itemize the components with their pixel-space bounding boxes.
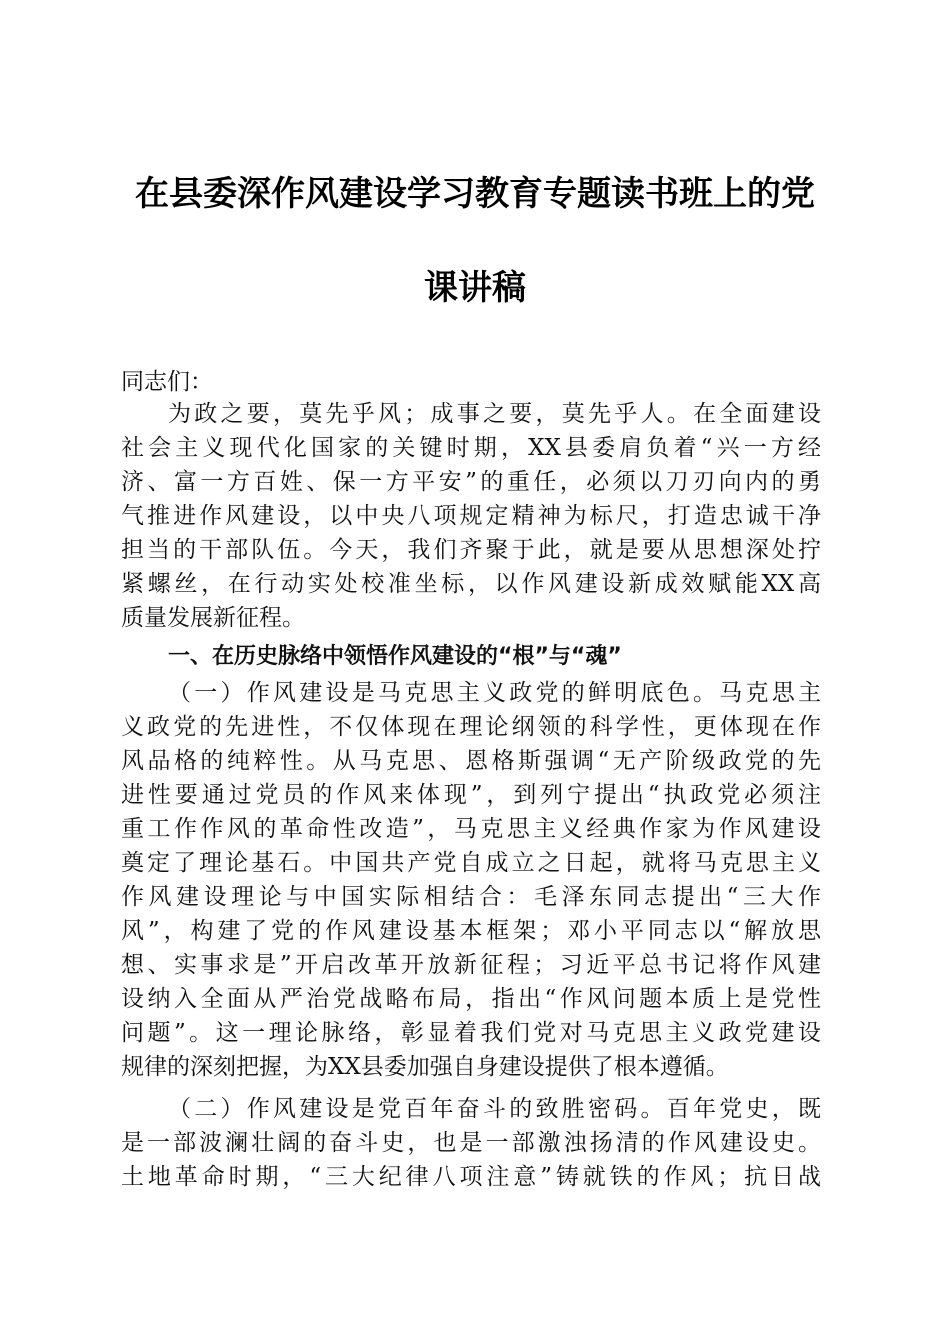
- subsection-1-line: 设纳入全面从严治党战略布局，指出“作风问题本质上是党性: [121, 986, 821, 1012]
- subsection-1-line: （一）作风建设是马克思主义政党的鲜明底色。马克思主: [168, 680, 821, 706]
- intro-paragraph-line: 社会主义现代化国家的关键时期，XX县委肩负着“兴一方经: [121, 435, 821, 461]
- intro-paragraph-line: 质量发展新征程。: [121, 605, 305, 631]
- subsection-1-line: 进性要通过党员的作风来体现”，到列宁提出“执政党必须注: [121, 782, 821, 808]
- intro-paragraph-line: 为政之要，莫先乎风；成事之要，莫先乎人。在全面建设: [168, 401, 821, 427]
- subsection-1-line: 重工作作风的革命性改造”，马克思主义经典作家为作风建设: [121, 816, 821, 842]
- subsection-1-line: 想、实事求是”开启改革开放新征程；习近平总书记将作风建: [121, 952, 821, 978]
- subsection-2-line: 土地革命时期，“三大纪律八项注意”铸就铁的作风；抗日战: [121, 1164, 821, 1190]
- intro-paragraph-line: 气推进作风建设，以中央八项规定精神为标尺，打造忠诚干净: [121, 503, 821, 529]
- subsection-2-line: 是一部波澜壮阔的奋斗史，也是一部激浊扬清的作风建设史。: [121, 1130, 821, 1156]
- salutation: 同志们：: [121, 369, 213, 395]
- document-title-line-1: 在县委深作风建设学习教育专题读书班上的党: [135, 174, 815, 214]
- subsection-1-line: 规律的深刻把握，为XX县委加强自身建设提供了根本遵循。: [121, 1054, 729, 1080]
- subsection-1-line: 作风建设理论与中国实际相结合：毛泽东同志提出“三大作: [121, 884, 821, 910]
- subsection-1-line: 风品格的纯粹性。从马克思、恩格斯强调“无产阶级政党的先: [121, 748, 821, 774]
- subsection-1-line: 问题”。这一理论脉络，彰显着我们党对马克思主义政党建设: [121, 1020, 821, 1046]
- intro-paragraph-line: 担当的干部队伍。今天，我们齐聚于此，就是要从思想深处拧: [121, 537, 821, 563]
- subsection-1-line: 义政党的先进性，不仅体现在理论纲领的科学性，更体现在作: [121, 714, 821, 740]
- section-heading-1: 一、在历史脉络中领悟作风建设的“根”与“魂”: [168, 644, 622, 669]
- intro-paragraph-line: 济、富一方百姓、保一方平安”的重任，必须以刀刃向内的勇: [121, 469, 821, 495]
- subsection-2-line: （二）作风建设是党百年奋斗的致胜密码。百年党史，既: [168, 1096, 821, 1122]
- subsection-1-line: 奠定了理论基石。中国共产党自成立之日起，就将马克思主义: [121, 850, 821, 876]
- intro-paragraph-line: 紧螺丝，在行动实处校准坐标，以作风建设新成效赋能XX高: [121, 571, 821, 597]
- document-title-line-2: 课讲稿: [424, 268, 526, 308]
- subsection-1-line: 风”，构建了党的作风建设基本框架；邓小平同志以“解放思: [121, 918, 821, 944]
